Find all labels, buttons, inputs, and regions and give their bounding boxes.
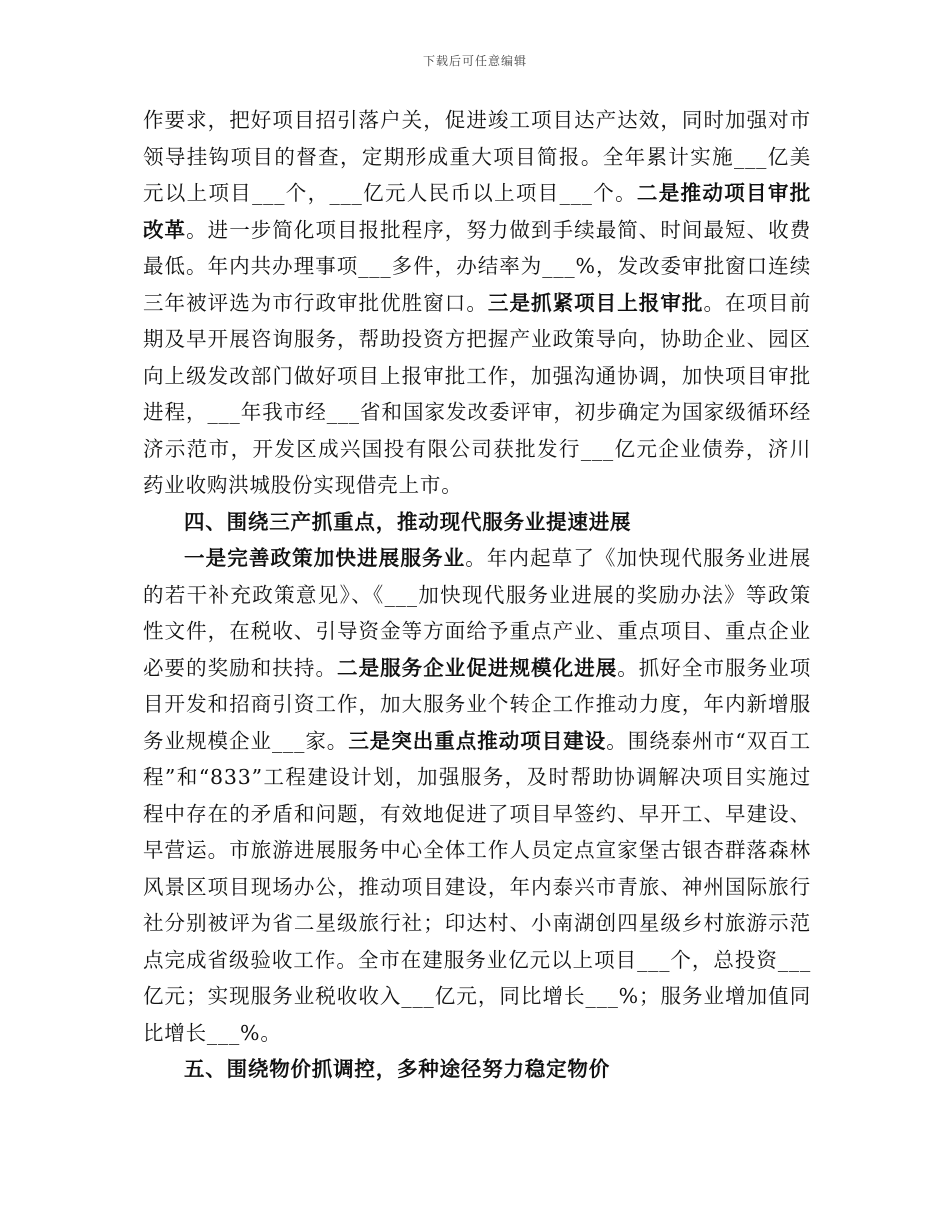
paragraph-1-text-1: 作要求，把好项目招引落户关，促进竣工项目达产达效，同时加强对市领导挂钩项目的督查，定期形成重大项目简报。全年累计实施___亿美元以上项目___个，___亿元人民币以上项目___个。 xyxy=(143,108,811,205)
document-body xyxy=(143,102,811,1088)
paragraph-2-bold-1: 一是完善政策加快进展服务业 xyxy=(184,546,466,570)
section-heading-4: 四、围绕三产抓重点，推动现代服务业提速进展 xyxy=(184,509,632,534)
paragraph-2-text-2: 。抓好全市服务业项目开发和招商引资工作，加大服务业个转企工作推动力度，年内新增服务业规模企业___家。 xyxy=(143,655,811,753)
page-header: 下载后可任意编辑 xyxy=(422,54,527,68)
paragraph-2-bold-3: 三是突出重点推动项目建设 xyxy=(348,728,607,753)
section-heading-5: 五、围绕物价抓调控，多种途径努力稳定物价 xyxy=(184,1057,610,1081)
paragraph-1-bold-1: 二是推动项目审批改革 xyxy=(143,181,811,242)
paragraph-1 xyxy=(143,102,811,504)
paragraph-2-text-1: 。年内起草了《加快现代服务业进展的若干补充政策意见》、《___加快现代服务业进展的奖励办法》等政策性文件，在税收、引导资金等方面给予重点产业、重点项目、重点企业必要的奖励和扶持。 xyxy=(143,546,811,680)
paragraph-2 xyxy=(143,540,811,1051)
paragraph-2-bold-2: 二是服务企业促进规模化进展 xyxy=(337,655,618,680)
paragraph-2-text-3: 。围绕泰州市“双百工程”和“833”工程建设计划，加强服务，及时帮助协调解决项目实施过程中存在的矛盾和问题，有效地促进了项目早签约、早开工、早建设、早营运。市旅游进展服务中心全体工作人员定点宣家堡古银杏群落森林风景区项目现场办公，推动项目建设，年内泰兴市青旅、神州国际旅行社分别被评为省二星级旅行社；印达村、小南湖创四星级乡村旅游示范点完成省级验收工作。全市在建服务业亿元以上项目___个，总投资___亿元；实现服务业税收收入___亿元，同比增长___%；服务业增加值同比增长___%。 xyxy=(143,728,811,1045)
paragraph-1-text-3: 。在项目前期及早开展咨询服务，帮助投资方把握产业政策导向，协助企业、园区向上级发改部门做好项目上报审批工作，加强沟通协调，加快项目审批进程，___年我市经___省和国家发改委评审，初步确定为国家级循环经济示范市，开发区成兴国投有限公司获批发行___亿元企业债券，济川药业收购洪城股份实现借壳上市。 xyxy=(143,290,811,497)
paragraph-1-bold-2: 三是抓紧项目上报审批 xyxy=(487,290,704,315)
paragraph-1-text-2: 。进一步简化项目报批程序，努力做到手续最简、时间最短、收费最低。年内共办理事项___多件，办结率为___%，发改委审批窗口连续三年被评选为市行政审批优胜窗口。 xyxy=(143,217,811,315)
